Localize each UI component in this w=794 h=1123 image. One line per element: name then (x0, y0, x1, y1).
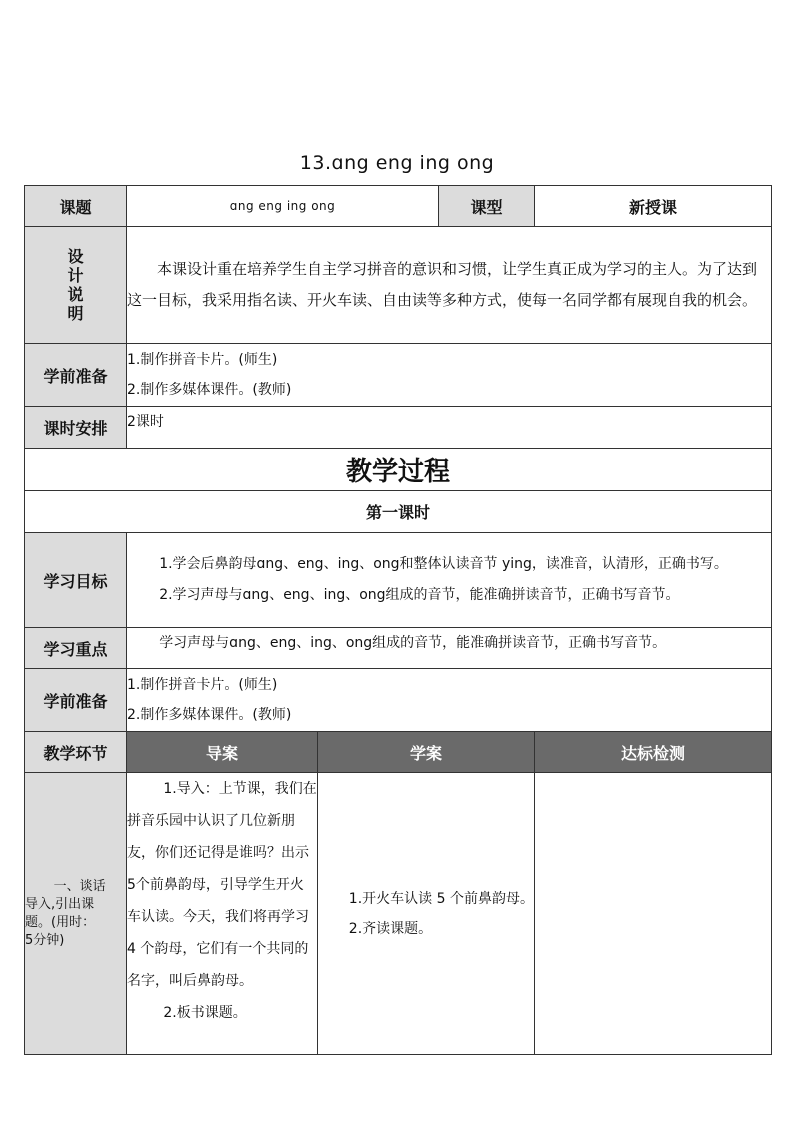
prep-list-2 (127, 669, 772, 732)
prep-label: 学前准备 (25, 344, 127, 407)
lesson-type-label: 课型 (439, 186, 535, 227)
design-description: 本课设计重在培养学生自主学习拼音的意识和习惯，让学生真正成为学习的主人。为了达到这一目标，我采用指名读、开火车读、自由读等多种方式，使每一名同学都有展现自我的机会。 (127, 227, 772, 344)
schedule-label: 课时安排 (25, 407, 127, 449)
key-point-item: 学习声母与ɑng、eng、ing、ong组成的音节，能准确拼读音节，正确书写音节。 (159, 635, 667, 651)
process-header-row (25, 732, 772, 773)
objectives-label: 学习目标 (25, 533, 127, 628)
process-row (25, 773, 772, 1055)
design-label-char: 设 (67, 247, 84, 266)
stage-line: 5分钟) (25, 932, 65, 948)
document-title: 13.ɑng eng ing ong (299, 152, 495, 174)
lesson-title: 第一课时 (25, 491, 772, 533)
objectives-list (127, 533, 772, 628)
guide-item: 2.板书课题。 (163, 1005, 247, 1021)
prep-label-2: 学前准备 (25, 669, 127, 732)
guide-item: 1.导入：上节课，我们在拼音乐园中认识了几位新朋友，你们还记得是谁吗？出示5个前鼻韵母，引导学生开火车认读。今天，我们将再学习 4 个韵母，它们有一个共同的名字，叫后鼻韵母。 (127, 781, 317, 989)
col-guide-header: 导案 (127, 732, 318, 773)
objective-item: 2.学习声母与ɑng、eng、ing、ong组成的音节，能准确拼读音节，正确书写音节。 (159, 587, 680, 603)
stage-line: 导入,引出课 (25, 896, 95, 912)
learn-item: 1.开火车认读 5 个前鼻韵母。 (348, 890, 534, 907)
prep-row (25, 344, 772, 407)
key-points-text (127, 628, 772, 669)
prep-item: 1.制作拼音卡片。(师生) (127, 677, 278, 693)
stage-line: 一、谈话 (53, 878, 106, 894)
learn-cell (318, 773, 535, 1055)
col-check-header: 达标检测 (535, 732, 772, 773)
design-row (25, 227, 772, 344)
key-points-row (25, 628, 772, 669)
objectives-row (25, 533, 772, 628)
col-learn-header: 学案 (318, 732, 535, 773)
topic-label: 课题 (25, 186, 127, 227)
process-title: 教学过程 (25, 449, 772, 491)
design-label (25, 227, 127, 344)
stage-cell (25, 773, 127, 1055)
prep-item: 1.制作拼音卡片。(师生) (127, 352, 278, 368)
topic-row (25, 186, 772, 227)
lesson-type-value: 新授课 (535, 186, 772, 227)
objective-item: 1.学会后鼻韵母ɑng、eng、ing、ong和整体认读音节 ying，读准音，认清形，正确书写。 (159, 556, 728, 572)
col-stage-header: 教学环节 (25, 732, 127, 773)
stage-line: 题。(用时： (25, 914, 96, 930)
check-cell (535, 773, 772, 1055)
design-label-char: 计 (67, 266, 84, 285)
lesson-title-row (25, 491, 772, 533)
prep-item: 2.制作多媒体课件。(教师) (127, 382, 292, 398)
design-label-char: 明 (67, 304, 84, 323)
schedule-value: 2课时 (127, 407, 772, 449)
process-title-row (25, 449, 772, 491)
prep-row-2 (25, 669, 772, 732)
guide-cell (127, 773, 318, 1055)
topic-value: ɑng eng ing ong (127, 186, 439, 227)
prep-list (127, 344, 772, 407)
prep-item: 2.制作多媒体课件。(教师) (127, 707, 292, 723)
learn-item: 2.齐读课题。 (348, 920, 433, 937)
key-points-label: 学习重点 (25, 628, 127, 669)
design-label-char: 说 (67, 285, 84, 304)
lesson-plan-table (24, 185, 772, 1055)
schedule-row (25, 407, 772, 449)
